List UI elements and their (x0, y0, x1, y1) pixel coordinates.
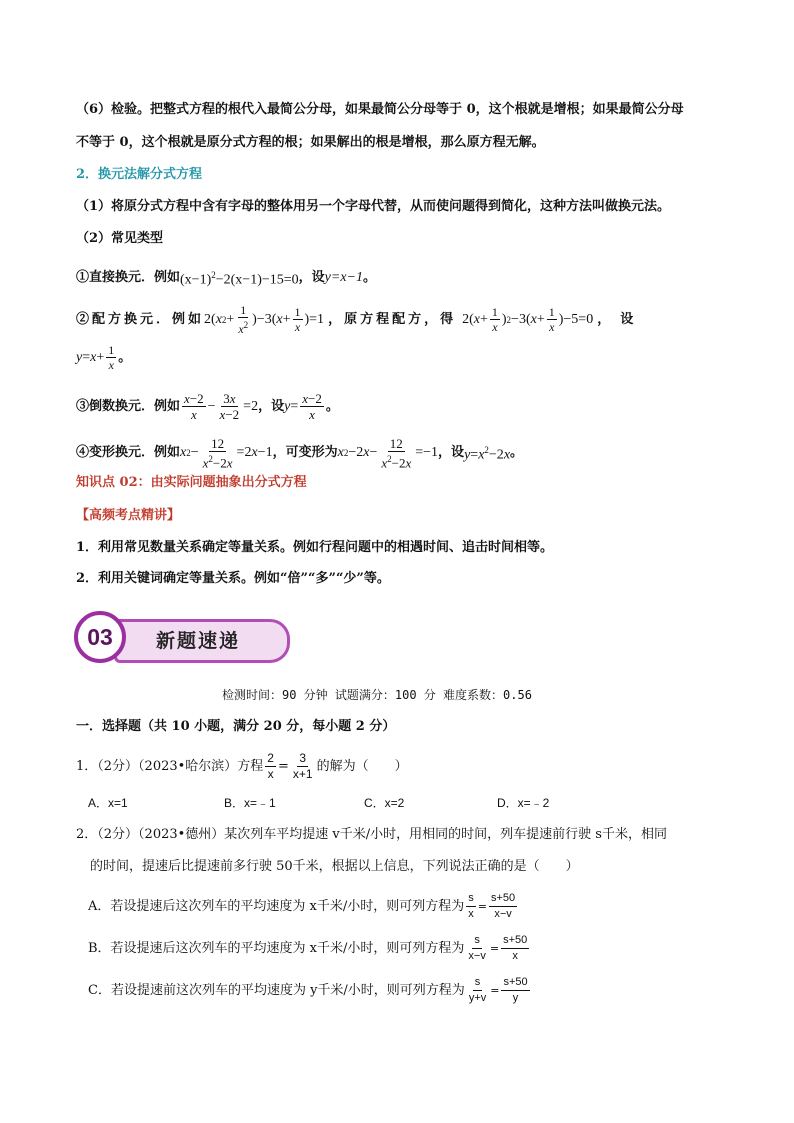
type4-equation: x 2 − $\frac{12}{x^2-2x}$ =2 x −1 (180, 436, 273, 471)
type3-substitution: y = $\frac{x-2}{x}$ (284, 391, 322, 422)
type1-equation: $(x-1)^2-2(x-1)-15=0$ (180, 270, 299, 288)
type4-line (76, 437, 523, 469)
q1-suffix: 的解为（ ） (316, 758, 408, 774)
q2-option-b-text: B．若设提速后这次列车的平均速度为 x千米/小时，则可列方程为 (88, 940, 465, 956)
banner-number-circle (74, 611, 126, 663)
step6-line1: （6）检验。把整式方程的根代入最简公分母，如果最简公分母等于 0，这个根就是增根；如果最简公分母 (76, 102, 684, 117)
q2-option-a[interactable]: A．若设提速后这次列车的平均速度为 x千米/小时，则可列方程为 $\frac{s}{x}$ = $\frac{s+50}{x-v}$ (88, 892, 516, 920)
type1-end: 。 (363, 269, 377, 285)
type2-line2 (76, 344, 131, 371)
q2-option-c-text: C．若设提速前这次列车的平均速度为 y千米/小时，则可列方程为 (88, 982, 465, 998)
banner-title: 新题速递 (156, 631, 241, 652)
type3-equation: $\frac{x-2}{x}$ − $\frac{3x}{x-2}$ =2 (184, 391, 259, 422)
type4-substitution: $y=x^2-2x$ (464, 445, 511, 463)
q1-option-c[interactable]: C．x=2 (364, 796, 405, 810)
type3-line (76, 392, 339, 421)
type2-end: 。 (118, 349, 132, 365)
type2-line (76, 304, 643, 335)
knowledge2-heading: 知识点 02：由实际问题抽象出分式方程 (76, 475, 307, 490)
type3-end: 。 (325, 398, 339, 414)
type2-substitution: y = x + $\frac{1}{x}$ (76, 343, 115, 372)
exam-info: 检测时间：90 分钟 试题满分：100 分 难度系数：0.56 (222, 688, 532, 702)
type2-equation-b: 2( x + $\frac{1}{x}$ ) 2 −3( x + $\frac{1}{x}$ )−5=0 (462, 305, 594, 334)
type3-set: ，设 (258, 398, 285, 414)
type2-mid: ，原方程配方，得 (328, 311, 457, 327)
type1-line (76, 266, 376, 290)
step6-line2: 不等于 0，这个根就是原分式方程的根；如果解出的根是增根，那么原方程无解。 (76, 135, 545, 150)
q1-option-a[interactable]: A．x=1 (88, 796, 128, 810)
knowledge2-tag: 【高频考点精讲】 (76, 508, 181, 523)
method2-intro: （1）将原分式方程中含有字母的整体用另一个字母代替，从而使问题得到简化，这种方法叫做换元法。 (76, 199, 671, 214)
type2-set: ，设 (597, 311, 644, 327)
part1-heading: 一．选择题（共 10 小题，满分 20 分，每小题 2 分） (76, 719, 396, 734)
q1-prefix: 1．（2分）（2023•哈尔滨）方程 (76, 758, 264, 774)
type2-equation-a: 2( x 2 + $\frac{1}{x^2}$ )−3( x + $\frac{1}{x}$ )=1 (204, 303, 325, 336)
q2-option-c[interactable]: C．若设提速前这次列车的平均速度为 y千米/小时，则可列方程为 $\frac{s}{y+v}$ = $\frac{s+50}{y}$ (88, 976, 528, 1004)
type2-label: ②配方换元．例如 (76, 311, 205, 327)
q2-line2: 的时间，提速后比提速前多行驶 50千米，根据以上信息，下列说法正确的是（ ） (90, 859, 579, 874)
type1-label: ①直接换元．例如 (76, 269, 181, 285)
method2-heading: 2．换元法解分式方程 (76, 167, 203, 182)
section-banner (74, 611, 290, 665)
type4-mid: ，可变形为 (272, 445, 338, 461)
type4-transformed: x 2 −2 x − $\frac{12}{x^2-2x}$ =−1 (337, 436, 439, 471)
question-1: 1．（2分）（2023•哈尔滨）方程 $\frac{2}{x}$ = $\frac{3}{x+1}$ 的解为（ ） (76, 751, 408, 781)
type4-end: 。 (510, 445, 524, 461)
type4-label: ④变形换元．例如 (76, 445, 181, 461)
q2-line1: 2．（2分）（2023•德州）某次列车平均提速 v千米/小时，用相同的时间，列车提速前行驶 s千米，相同 (76, 827, 667, 842)
type4-set: ，设 (438, 445, 465, 461)
type1-substitution: y=x−1 (324, 269, 363, 285)
q2-option-b[interactable]: B．若设提速后这次列车的平均速度为 x千米/小时，则可列方程为 $\frac{s}{x-v}$ = $\frac{s+50}{x}$ (88, 934, 528, 962)
knowledge2-item1: 1．利用常见数量关系确定等量关系。例如行程问题中的相遇时间、追击时间相等。 (76, 540, 554, 555)
q1-option-b[interactable]: B．x=﹣1 (224, 796, 276, 810)
q2-option-a-text: A．若设提速后这次列车的平均速度为 x千米/小时，则可列方程为 (88, 898, 465, 914)
banner-number: 03 (87, 623, 113, 650)
type3-label: ③倒数换元．例如 (76, 398, 181, 414)
q1-fraction-left: $\frac{2}{x}$ (267, 751, 274, 781)
knowledge2-item2: 2．利用关键词确定等量关系。例如“倍”“多”“少”等。 (76, 571, 390, 586)
q1-option-d[interactable]: D．x=﹣2 (497, 796, 550, 810)
q1-fraction-right: $\frac{3}{x+1}$ (292, 751, 313, 781)
method2-types-label: （2）常见类型 (76, 231, 164, 246)
type1-set: ，设 (298, 269, 325, 285)
